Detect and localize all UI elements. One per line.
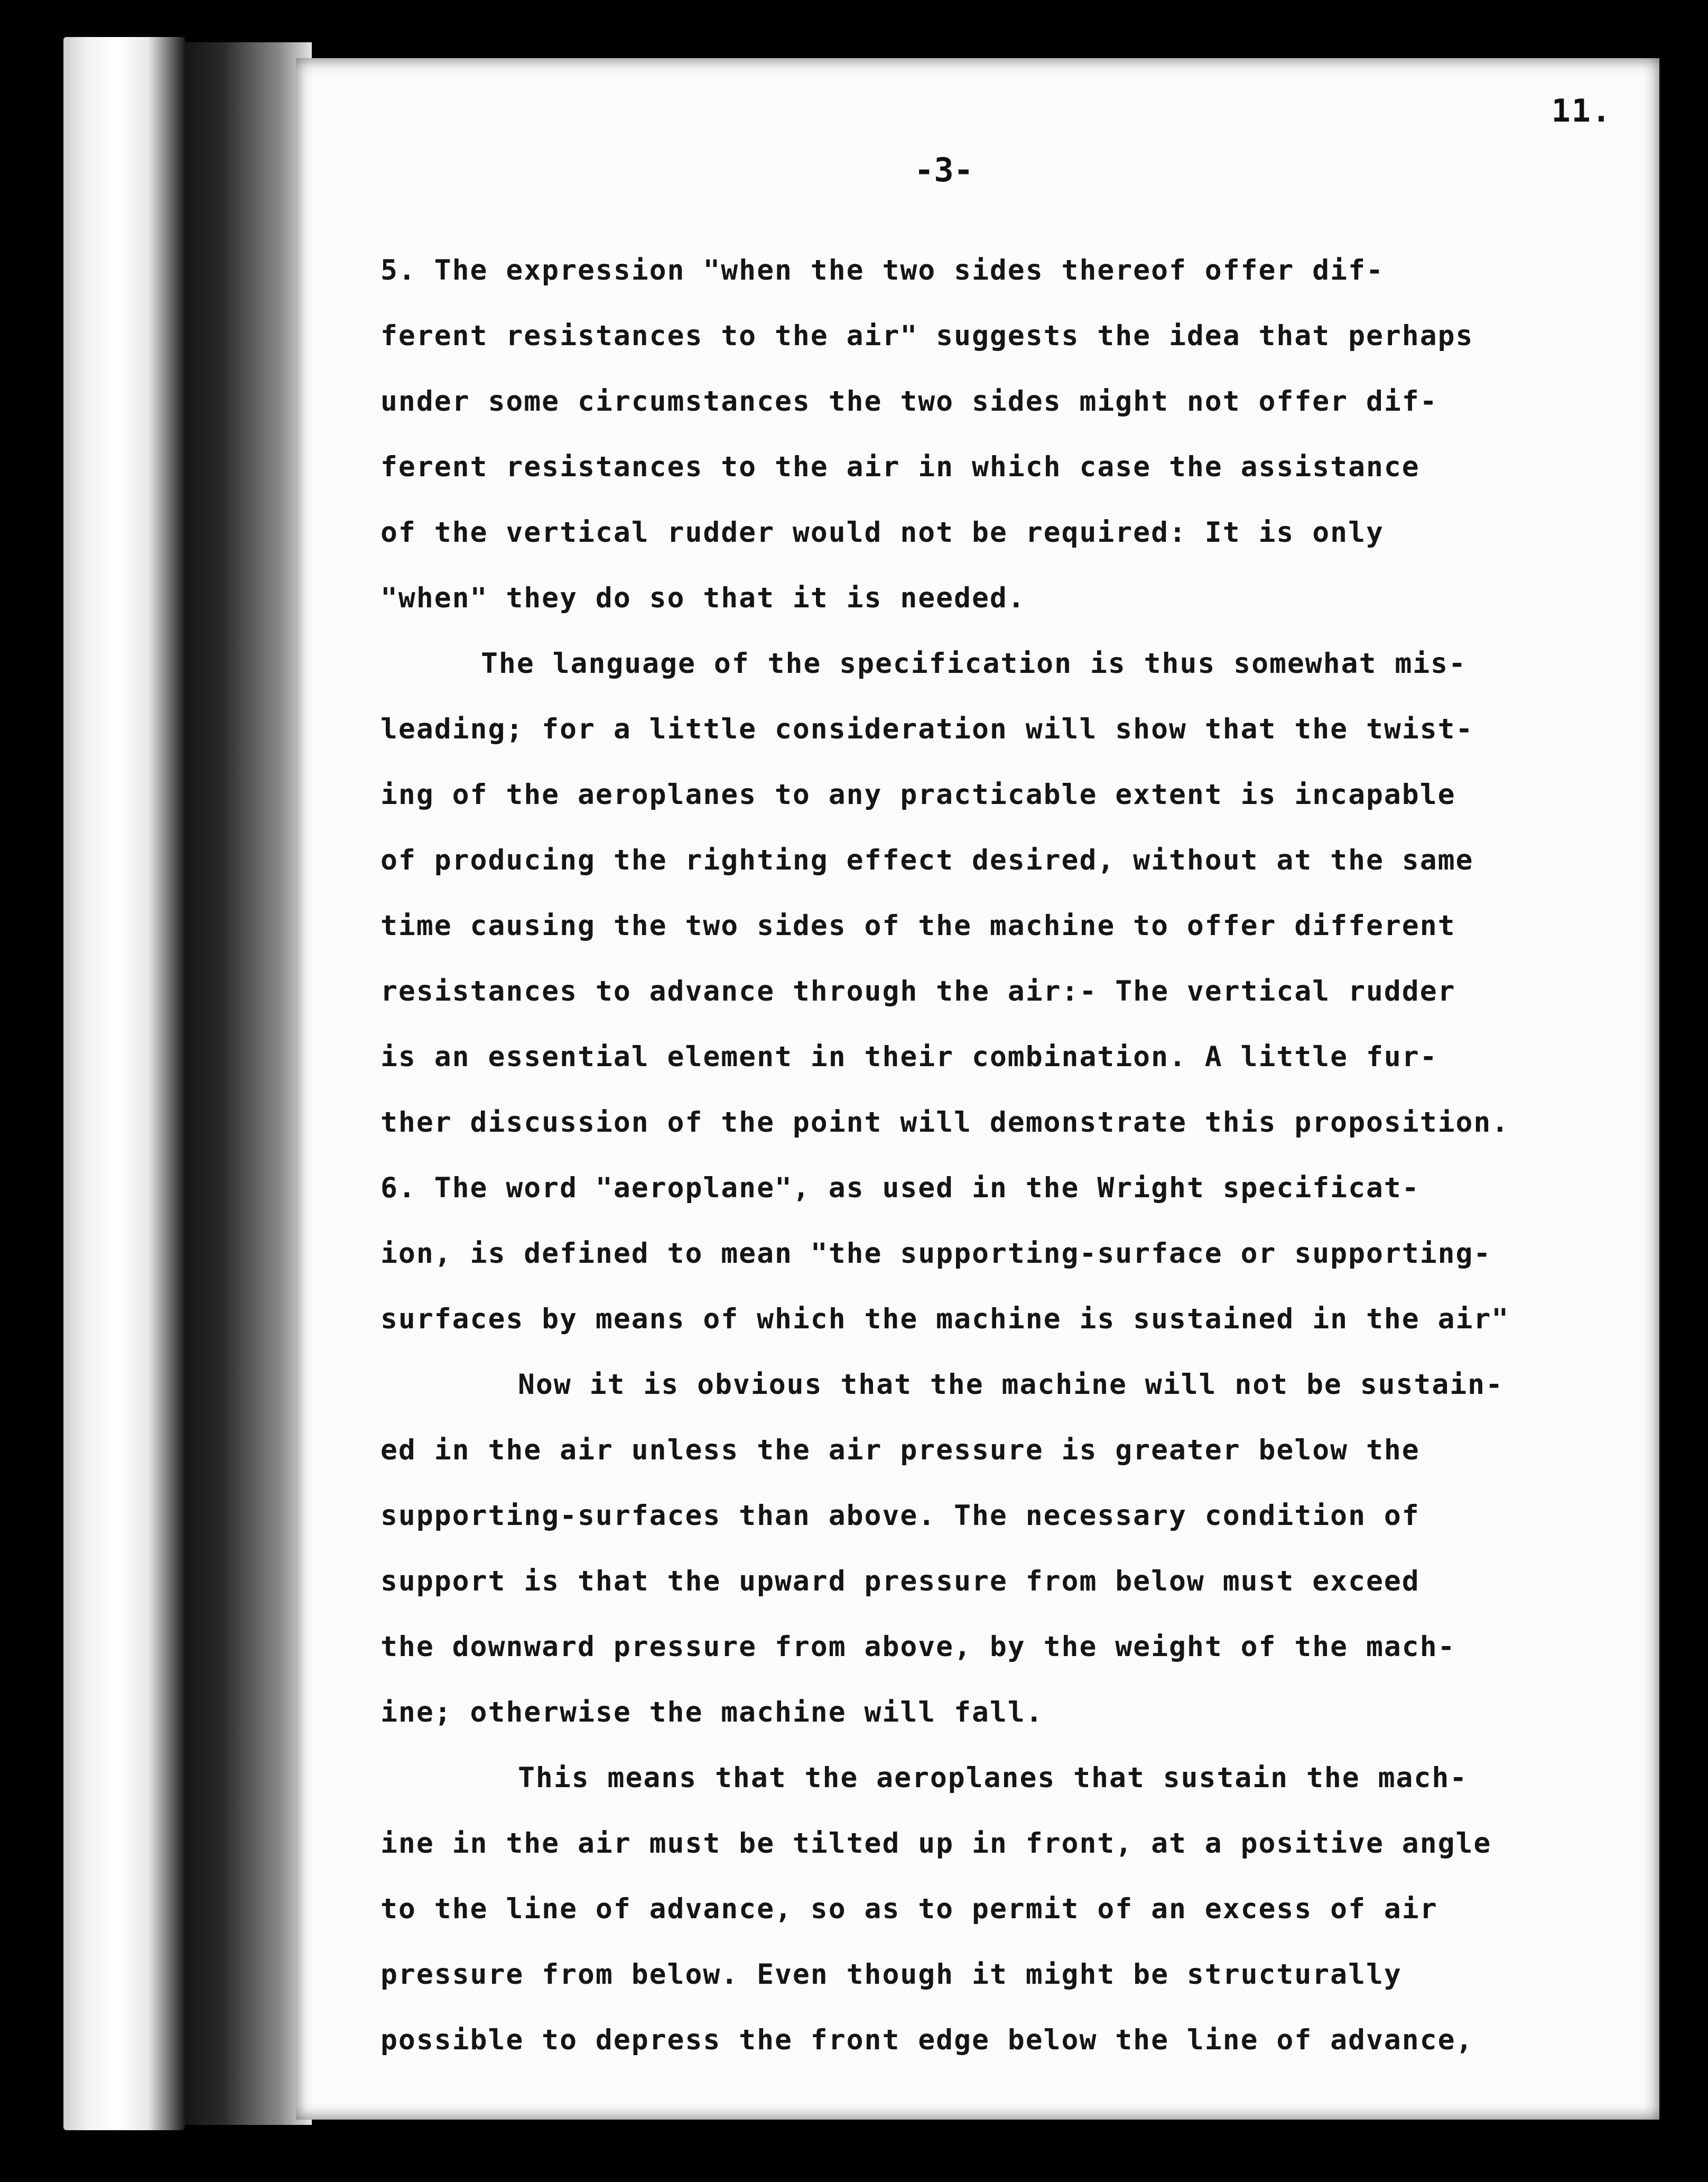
text-line: of producing the righting effect desired, without at the same xyxy=(380,844,1474,876)
text-line: ferent resistances to the air" suggests the idea that perhaps xyxy=(380,320,1474,352)
text-line: to the line of advance, so as to permit of an excess of air xyxy=(380,1893,1438,1925)
text-line: Now it is obvious that the machine will not be sustain- xyxy=(518,1369,1503,1401)
text-line: time causing the two sides of the machine to offer different xyxy=(380,910,1456,942)
text-line: ing of the aeroplanes to any practicable extent is incapable xyxy=(380,779,1456,811)
text-line: the downward pressure from above, by the weight of the mach- xyxy=(380,1631,1456,1663)
folio-number: 11. xyxy=(1551,93,1612,130)
text-line: support is that the upward pressure from below must exceed xyxy=(380,1565,1420,1597)
text-line: 6. The word "aeroplane", as used in the Wright specificat- xyxy=(380,1172,1420,1204)
text-line: ther discussion of the point will demonstrate this proposition. xyxy=(380,1106,1510,1139)
gutter-shadow xyxy=(185,42,312,2125)
text-line: supporting-surfaces than above. The necessary condition of xyxy=(380,1500,1420,1532)
text-line: ion, is defined to mean "the supporting-surface or supporting- xyxy=(380,1237,1492,1270)
text-line: ed in the air unless the air pressure is greater below the xyxy=(380,1434,1420,1466)
text-line: 5. The expression "when the two sides thereof offer dif- xyxy=(380,254,1384,286)
text-line: ine; otherwise the machine will fall. xyxy=(380,1696,1044,1728)
document-page xyxy=(296,58,1659,2120)
text-line: This means that the aeroplanes that sustain the mach- xyxy=(518,1762,1468,1794)
text-line: The language of the specification is thus somewhat mis- xyxy=(481,648,1466,680)
text-line: resistances to advance through the air:- The vertical rudder xyxy=(380,975,1456,1007)
text-line: leading; for a little consideration will show that the twist- xyxy=(380,713,1474,745)
text-line: surfaces by means of which the machine is sustained in the air" xyxy=(380,1303,1510,1335)
text-line: ferent resistances to the air in which case the assistance xyxy=(380,451,1420,483)
text-line: "when" they do so that it is needed. xyxy=(380,582,1026,614)
text-line: of the vertical rudder would not be required: It is only xyxy=(380,516,1384,549)
body-text xyxy=(380,238,1612,2073)
text-line: is an essential element in their combination. A little fur- xyxy=(380,1041,1438,1073)
text-line: under some circumstances the two sides might not offer dif- xyxy=(380,385,1438,418)
text-line: possible to depress the front edge below the line of advance, xyxy=(380,2024,1474,2056)
binding-edge xyxy=(63,37,185,2130)
page-number: -3- xyxy=(914,151,973,189)
text-line: pressure from below. Even though it might be structurally xyxy=(380,1958,1402,1991)
text-line: ine in the air must be tilted up in front, at a positive angle xyxy=(380,1827,1492,1860)
